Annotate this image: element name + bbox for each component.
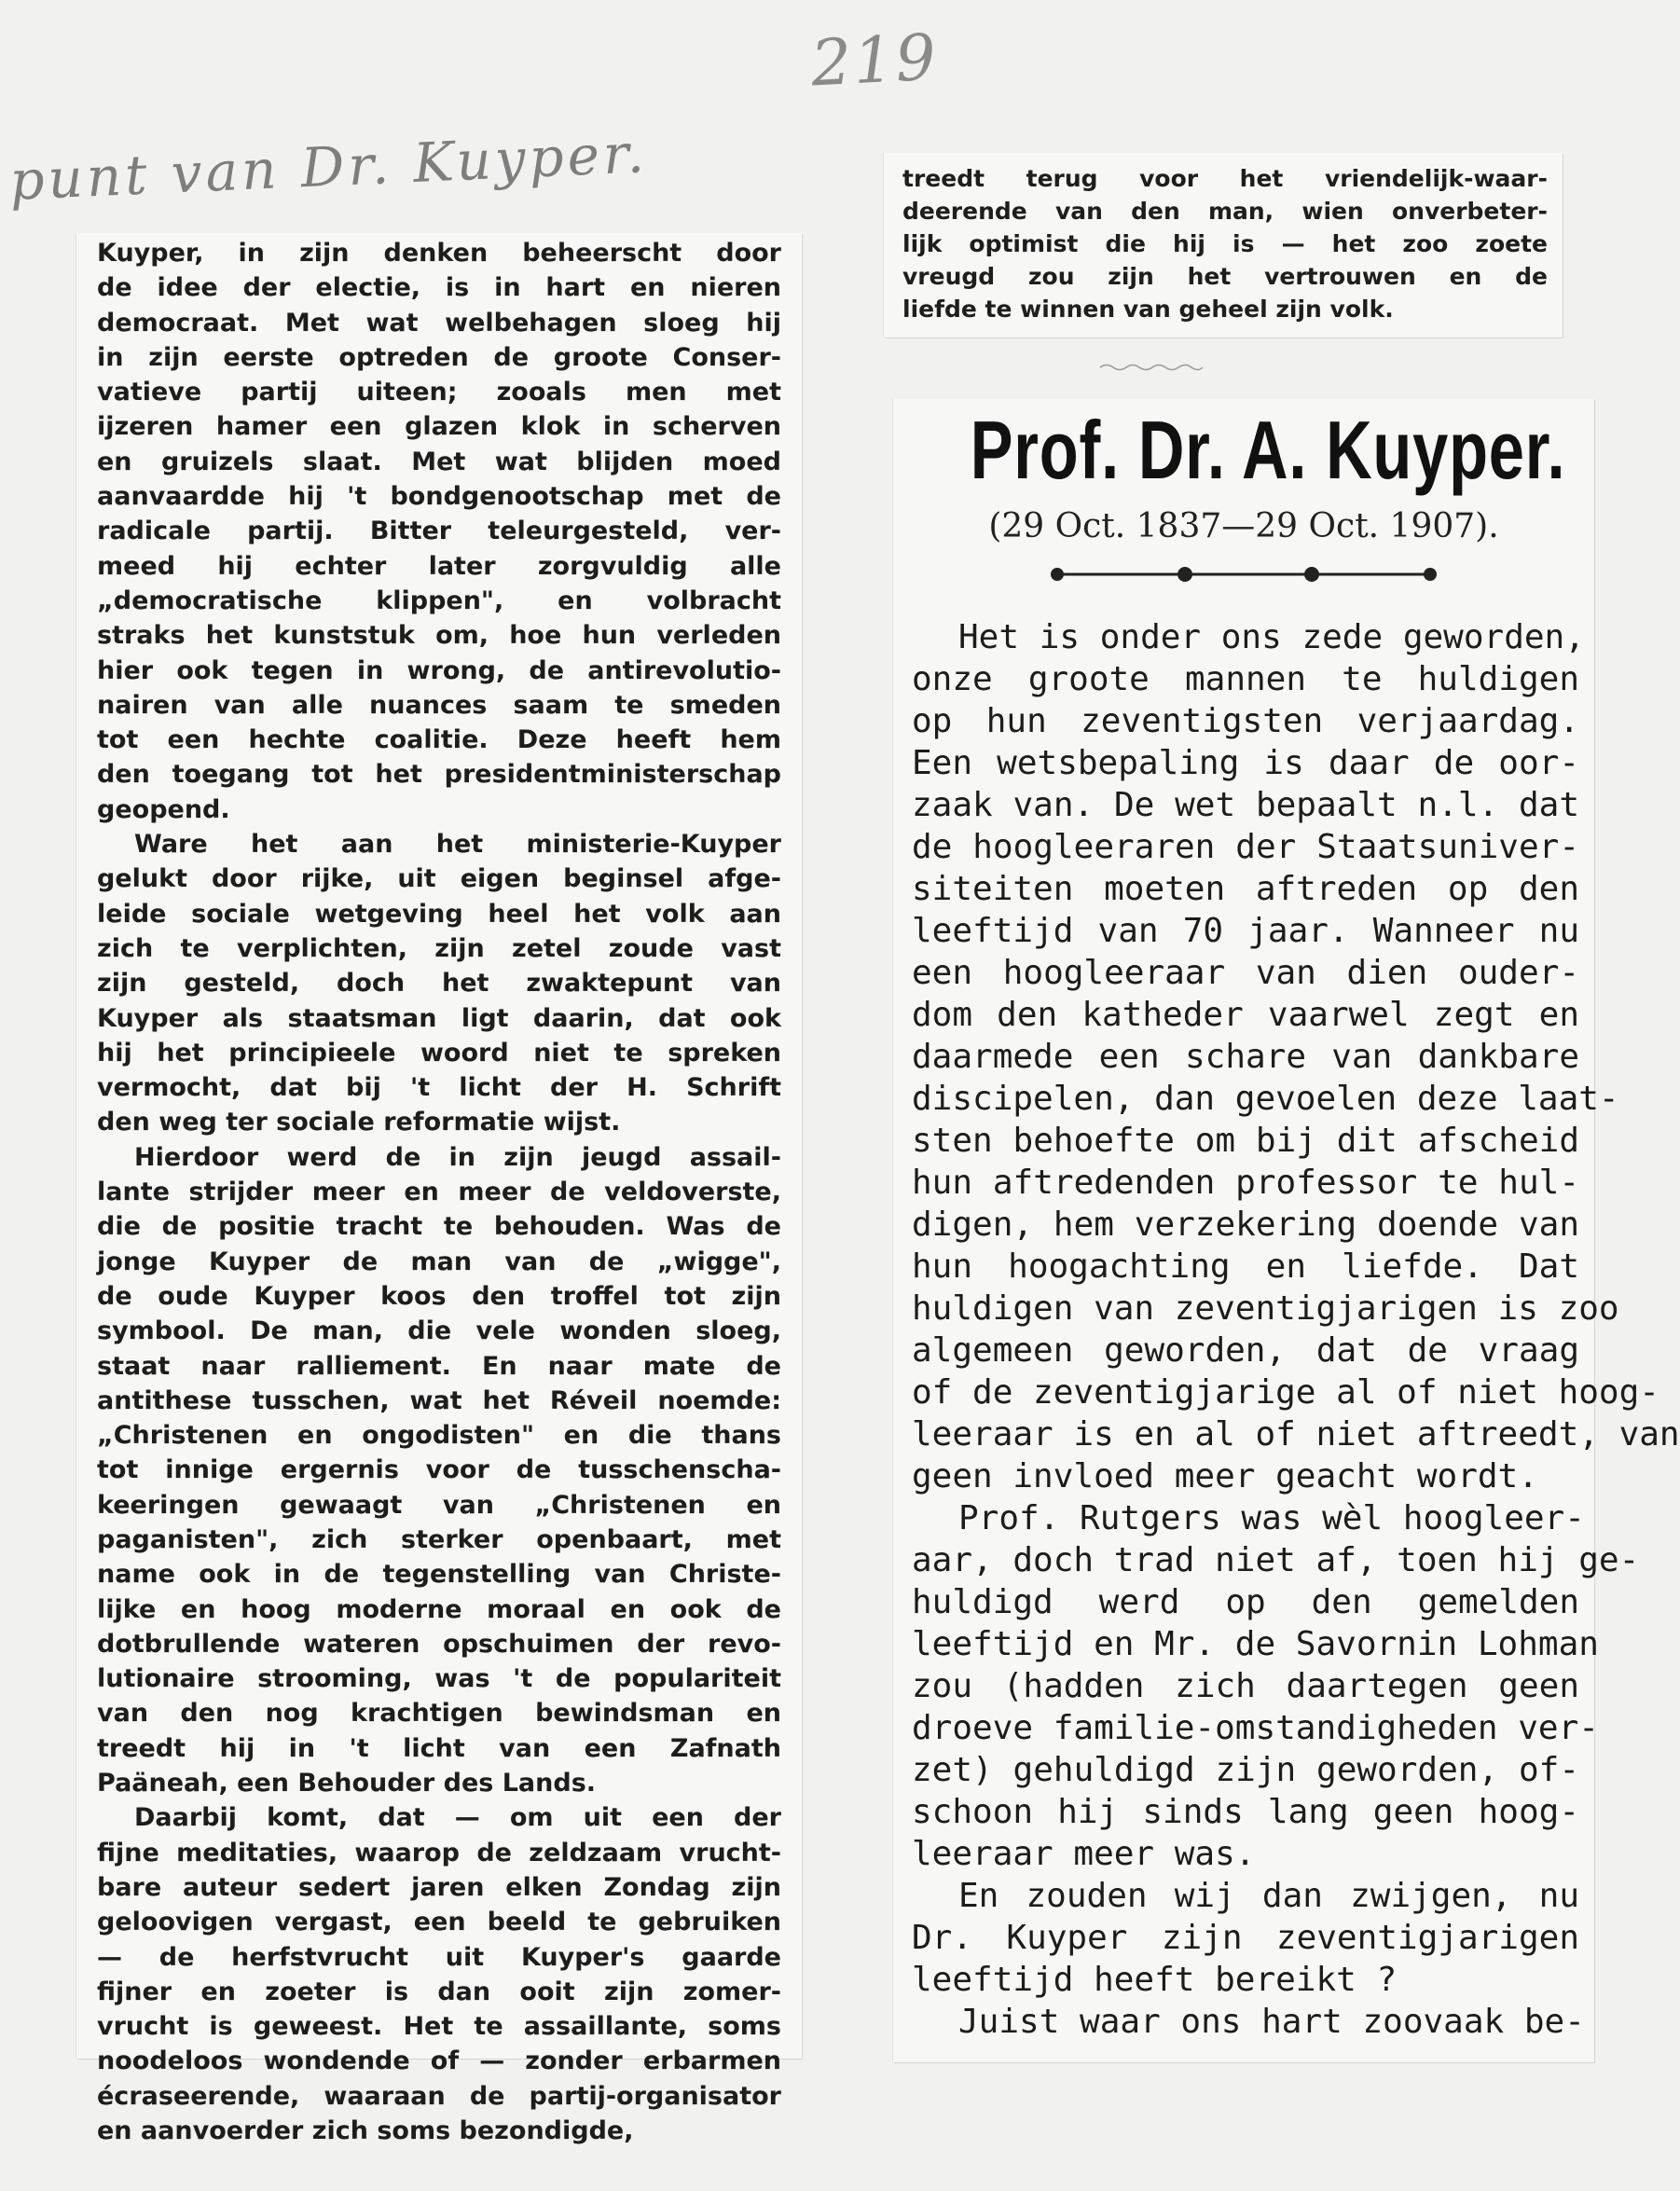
text-line: digen, hem verzekering doende van	[912, 1206, 1579, 1244]
ornament-divider	[1048, 562, 1439, 586]
text-line: leeraar is en al of niet aftreedt, van	[912, 1415, 1680, 1454]
page-number: 219	[809, 21, 940, 102]
text-line: den toegang tot het presidentministerschap	[97, 760, 781, 790]
text-line: algemeen geworden, dat de vraag	[912, 1331, 1579, 1370]
text-line: deerende van den man, wien onverbeter-	[902, 198, 1548, 225]
article-title: Prof. Dr. A. Kuyper.	[970, 404, 1566, 496]
text-line: een hoogleeraar van dien ouder-	[912, 954, 1579, 992]
text-line: Het is onder ons zede geworden,	[958, 618, 1585, 656]
text-line: treedt hij in 't licht van een Zafnath	[97, 1733, 781, 1763]
text-line: schoon hij sinds lang geen hoog-	[912, 1793, 1579, 1831]
top-right-clipping	[884, 153, 1563, 338]
article-clipping	[893, 399, 1680, 2062]
wavy-divider	[1100, 362, 1203, 371]
paragraph	[912, 1497, 1640, 1875]
left-column-clipping	[76, 233, 802, 2146]
text-line: Prof. Rutgers was wèl hoogleer-	[958, 1499, 1585, 1537]
text-line: fijne meditaties, waarop de zeldzaam vrucht-	[97, 1838, 781, 1867]
text-line: Paäneah, een Behouder des Lands.	[97, 1769, 597, 1798]
text-line: gelukt door rijke, uit eigen beginsel afge-	[97, 864, 781, 894]
text-line: leeftijd heeft bereikt ?	[912, 1961, 1398, 1999]
text-line: keeringen gewaagt van „Christenen en	[97, 1490, 781, 1520]
text-line: zou (hadden zich daartegen geen	[912, 1667, 1579, 1705]
text-line: huldigd werd op den gemelden	[912, 1583, 1579, 1621]
handwritten-note: punt van Dr. Kuyper.	[7, 121, 650, 213]
text-line: zaak van. De wet bepaalt n.l. dat	[912, 786, 1579, 824]
text-line: lutionaire strooming, was 't de populariteit	[97, 1664, 781, 1694]
text-line: écraseerende, waaraan de partij-organisator	[97, 2081, 781, 2111]
text-line: Hierdoor werd de in zijn jeugd assail-	[134, 1142, 781, 1172]
text-line: radicale partij. Bitter teleurgesteld, ver-	[97, 517, 781, 546]
text-line: geloovigen vergast, een beeld te gebruiken	[97, 1908, 781, 1937]
text-line: paganisten", zich sterker openbaart, met	[97, 1524, 781, 1554]
paragraph	[912, 2001, 1585, 2043]
text-line: Ware het aan het ministerie-Kuyper	[134, 830, 781, 860]
text-line: Een wetsbepaling is daar de oor-	[912, 744, 1579, 782]
text-line: Dr. Kuyper zijn zeventigjarigen	[912, 1919, 1579, 1957]
text-line: leide sociale wetgeving heel het volk aan	[97, 899, 781, 929]
text-line: of de zeventigjarige al of niet hoog-	[912, 1373, 1659, 1412]
text-line: — de herfstvrucht uit Kuyper's gaarde	[97, 1942, 781, 1972]
paragraph	[97, 827, 781, 1140]
text-line: Kuyper, in zijn denken beheerscht door	[97, 239, 781, 268]
text-line: en aanvoerder zich soms bezondigde,	[97, 2116, 634, 2146]
text-line: hun hoogachting en liefde. Dat	[912, 1247, 1579, 1286]
text-line: zich te verplichten, zijn zetel zoude vast	[97, 933, 781, 963]
text-line: leeftijd van 70 jaar. Wanneer nu	[912, 912, 1579, 950]
text-line: sten behoefte om bij dit afscheid	[912, 1122, 1579, 1160]
text-line: geen invloed meer geacht wordt.	[912, 1457, 1538, 1495]
text-line: treedt terug voor het vriendelijk-waar-	[902, 165, 1548, 192]
text-line: antithese tusschen, wat het Réveil noemde:	[97, 1385, 781, 1415]
text-line: noodeloos wondende of — zonder erbarmen	[97, 2046, 781, 2076]
text-line: droeve familie-omstandigheden ver-	[912, 1709, 1599, 1747]
text-line: aar, doch trad niet af, toen hij ge-	[912, 1541, 1640, 1579]
text-line: hun aftredenden professor te hul-	[912, 1164, 1579, 1202]
text-line: aanvaardde hij 't bondgenootschap met de	[97, 482, 781, 512]
text-line: op hun zeventigsten verjaardag.	[912, 702, 1579, 740]
text-line: dotbrullende wateren opschuimen der revo-	[97, 1629, 781, 1659]
text-line: leeftijd en Mr. de Savornin Lohman	[912, 1625, 1599, 1663]
text-line: die de positie tracht te behouden. Was de	[97, 1212, 781, 1242]
text-line: bare auteur sedert jaren elken Zondag zijn	[97, 1872, 781, 1902]
text-line: En zouden wij dan zwijgen, nu	[958, 1877, 1579, 1915]
text-line: staat naar ralliement. En naar mate de	[97, 1351, 781, 1381]
text-line: name ook in de tegenstelling van Christe-	[97, 1560, 781, 1590]
text-line: tot innige ergernis voor de tusschenscha-	[97, 1455, 781, 1485]
text-line: vreugd zou zijn het vertrouwen en de	[902, 263, 1548, 290]
text-line: dom den katheder vaarwel zegt en	[912, 996, 1579, 1034]
text-line: discipelen, dan gevoelen deze laat-	[912, 1080, 1619, 1118]
text-line: lijke en hoog moderne moraal en ook de	[97, 1594, 781, 1624]
text-line: huldigen van zeventigjarigen is zoo	[912, 1289, 1619, 1328]
text-line: tot een hechte coalitie. Deze heeft hem	[97, 725, 781, 755]
text-line: Kuyper als staatsman ligt daarin, dat ook	[97, 1003, 781, 1033]
text-line: lijk optimist die hij is — het zoo zoete	[902, 230, 1548, 257]
text-line: nairen van alle nuances saam te smeden	[97, 690, 781, 720]
paragraph	[97, 236, 781, 827]
text-line: vrucht is geweest. Het te assaillante, soms	[97, 2012, 781, 2042]
text-line: symbool. De man, die vele wonden sloeg,	[97, 1316, 781, 1346]
text-line: zet) gehuldigd zijn geworden, of-	[912, 1751, 1579, 1789]
text-line: jonge Kuyper de man van de „wigge",	[97, 1247, 781, 1276]
left-column-text	[76, 233, 802, 2148]
text-line: onze groote mannen te huldigen	[912, 660, 1579, 698]
text-line: straks het kunststuk om, hoe hun verleden	[97, 621, 781, 651]
text-line: daarmede een schare van dankbare	[912, 1038, 1579, 1076]
text-line: liefde te winnen van geheel zijn volk.	[902, 296, 1394, 323]
text-line: Juist waar ons hart zoovaak be-	[958, 2003, 1585, 2041]
text-line: meed hij echter later zorgvuldig alle	[97, 551, 781, 581]
text-line: leeraar meer was.	[912, 1835, 1256, 1873]
text-line: hier ook tegen in wrong, de antirevolutio-	[97, 655, 781, 685]
text-line: de hoogleeraren der Staatsuniver-	[912, 828, 1579, 866]
text-line: hij het principieele woord niet te spreken	[97, 1038, 781, 1068]
paragraph	[97, 1800, 781, 2148]
text-line: Daarbij komt, dat — om uit een der	[134, 1803, 781, 1833]
article-dates: (29 Oct. 1837—29 Oct. 1907).	[988, 507, 1499, 545]
text-line: „democratische klippen", en volbracht	[97, 586, 781, 615]
text-line: de idee der electie, is in hart en nieren	[97, 273, 781, 303]
paragraph	[97, 1140, 781, 1801]
article-body	[893, 586, 1680, 2043]
text-line: „Christenen en ongodisten" en die thans	[97, 1421, 781, 1451]
text-line: de oude Kuyper koos den troffel tot zijn	[97, 1281, 781, 1311]
text-line: van den nog krachtigen bewindsman en	[97, 1699, 781, 1729]
text-line: in zijn eerste optreden de groote Conser-	[97, 342, 781, 372]
text-line: zijn gesteld, doch het zwaktepunt van	[97, 969, 781, 999]
text-line: siteiten moeten aftreden op den	[912, 870, 1579, 908]
text-line: geopend.	[97, 794, 230, 824]
text-line: vatieve partij uiteen; zooals men met	[97, 378, 781, 407]
text-line: lante strijder meer en meer de veldoverste,	[97, 1178, 781, 1207]
text-line: en gruizels slaat. Met wat blijden moed	[97, 447, 781, 476]
top-right-text	[884, 153, 1563, 325]
paragraph	[912, 616, 1680, 1497]
paragraph	[912, 1875, 1579, 2001]
text-line: ijzeren hamer een glazen klok in scherven	[97, 412, 781, 442]
text-line: den weg ter sociale reformatie wijst.	[97, 1108, 621, 1137]
text-line: vermocht, dat bij 't licht der H. Schrift	[97, 1073, 781, 1103]
text-line: democraat. Met wat welbehagen sloeg hij	[97, 308, 781, 338]
text-line: fijner en zoeter is dan ooit zijn zomer-	[97, 1977, 781, 2006]
